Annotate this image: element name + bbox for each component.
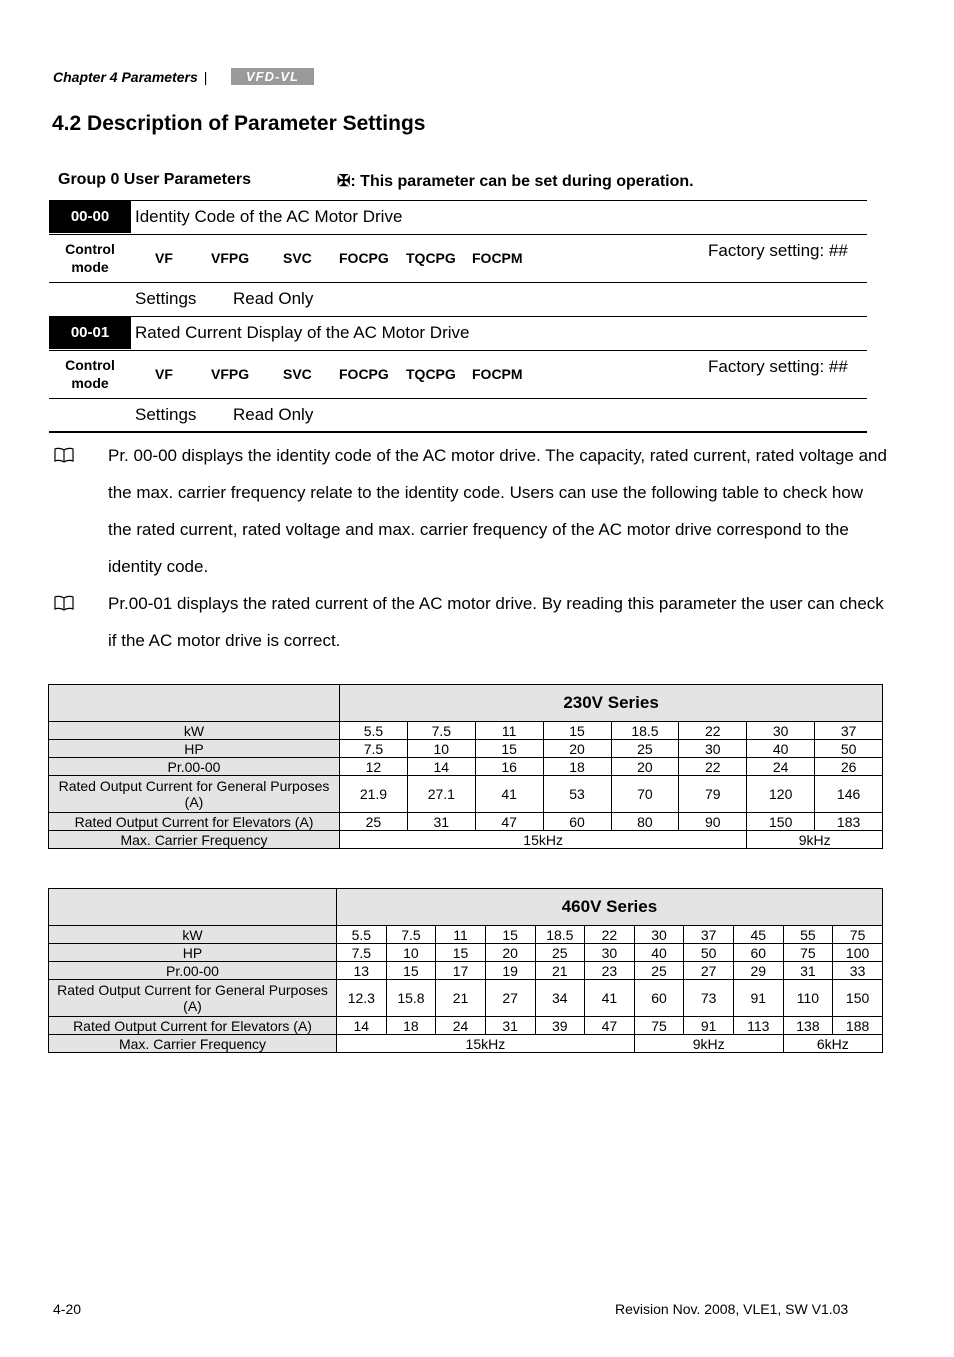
table-cell: 33 — [833, 962, 883, 980]
table-cell: 18 — [386, 1017, 436, 1035]
table-cell: 18 — [543, 758, 611, 776]
table-cell: 18.5 — [535, 926, 585, 944]
table-cell: 91 — [734, 980, 784, 1017]
table-cell: 90 — [679, 813, 747, 831]
table-cell: 47 — [475, 813, 543, 831]
table-cell: 22 — [585, 926, 635, 944]
table-cell: 50 — [684, 944, 734, 962]
section-title: 4.2 Description of Parameter Settings — [52, 112, 426, 135]
table-cell: 11 — [475, 722, 543, 740]
table-cell: 70 — [611, 776, 679, 813]
table-cell: 25 — [340, 813, 408, 831]
row-label: Rated Output Current for General Purposes (A) — [49, 776, 340, 813]
row-label: Pr.00-00 — [49, 962, 337, 980]
table-cell: 31 — [783, 962, 833, 980]
table-row — [49, 758, 883, 776]
row-label: HP — [49, 740, 340, 758]
factory-setting: Factory setting: ## — [708, 357, 848, 376]
table-cell: 80 — [611, 813, 679, 831]
table-row — [49, 722, 883, 740]
param-title: Rated Current Display of the AC Motor Drive — [135, 323, 470, 342]
row-label: HP — [49, 944, 337, 962]
carrier-row — [49, 831, 883, 849]
table-cell: 39 — [535, 1017, 585, 1035]
table-row — [49, 980, 883, 1017]
table-cell: 75 — [634, 1017, 684, 1035]
table-cell: 10 — [407, 740, 475, 758]
table-cell: 188 — [833, 1017, 883, 1035]
table-cell: 34 — [535, 980, 585, 1017]
carrier-frequency-cell: 6kHz — [783, 1035, 882, 1053]
settings-label: Settings — [135, 405, 197, 424]
divider — [49, 200, 867, 201]
carrier-row — [49, 1035, 883, 1053]
table-cell: 14 — [337, 1017, 387, 1035]
table-cell: 21 — [535, 962, 585, 980]
mode-vfpg: VFPG — [211, 366, 250, 382]
divider — [49, 234, 867, 235]
table-cell: 5.5 — [337, 926, 387, 944]
table-cell: 15.8 — [386, 980, 436, 1017]
table-cell: 60 — [734, 944, 784, 962]
table-cell: 25 — [634, 962, 684, 980]
mode-svc: SVC — [283, 250, 312, 266]
table-cell: 40 — [747, 740, 815, 758]
param-title: Identity Code of the AC Motor Drive — [135, 207, 403, 226]
table-cell: 120 — [747, 776, 815, 813]
runtime-note — [337, 171, 694, 191]
table-cell: 100 — [833, 944, 883, 962]
table-cell: 138 — [783, 1017, 833, 1035]
mode-focpg: FOCPG — [339, 366, 389, 382]
table-cell: 14 — [407, 758, 475, 776]
table-cell: 30 — [634, 926, 684, 944]
table-cell: 20 — [611, 758, 679, 776]
row-label: Rated Output Current for General Purposes (A) — [49, 980, 337, 1017]
control-mode-label: Control mode — [65, 357, 115, 391]
table-cell: 75 — [783, 944, 833, 962]
table-cell: 21.9 — [340, 776, 408, 813]
spec-table-460v — [48, 888, 883, 1053]
mode-focpm: FOCPM — [472, 366, 523, 382]
table-cell: 25 — [535, 944, 585, 962]
table-cell: 24 — [747, 758, 815, 776]
table-cell: 30 — [585, 944, 635, 962]
table-cell: 31 — [485, 1017, 535, 1035]
divider — [49, 431, 867, 433]
table-cell: 55 — [783, 926, 833, 944]
header-empty-cell — [49, 685, 340, 722]
table-cell: 53 — [543, 776, 611, 813]
table-cell: 18.5 — [611, 722, 679, 740]
table-cell: 41 — [585, 980, 635, 1017]
settings-value: Read Only — [233, 289, 314, 308]
table-cell: 21 — [436, 980, 486, 1017]
table-cell: 15 — [436, 944, 486, 962]
row-label: Rated Output Current for Elevators (A) — [49, 813, 340, 831]
series-title: 230V Series — [340, 685, 883, 722]
table-cell: 12.3 — [337, 980, 387, 1017]
page-number: 4-20 — [53, 1301, 82, 1317]
table-cell: 31 — [407, 813, 475, 831]
product-logo: VFD-VL — [231, 68, 314, 85]
table-cell: 22 — [679, 722, 747, 740]
divider — [49, 282, 867, 283]
table-cell: 37 — [684, 926, 734, 944]
mode-tqcpg: TQCPG — [406, 250, 456, 266]
chapter-header — [53, 69, 213, 85]
param-code: 00-00 — [49, 200, 131, 233]
row-label: Pr.00-00 — [49, 758, 340, 776]
table-cell: 60 — [543, 813, 611, 831]
factory-setting: Factory setting: ## — [708, 241, 848, 260]
table-cell: 15 — [386, 962, 436, 980]
table-cell: 11 — [436, 926, 486, 944]
table-cell: 7.5 — [386, 926, 436, 944]
table-cell: 22 — [679, 758, 747, 776]
mode-tqcpg: TQCPG — [406, 366, 456, 382]
table-row — [49, 813, 883, 831]
chapter-title: Chapter 4 Parameters — [53, 69, 198, 85]
settings-label: Settings — [135, 289, 197, 308]
table-cell: 150 — [747, 813, 815, 831]
table-cell: 27 — [485, 980, 535, 1017]
mode-svc: SVC — [283, 366, 312, 382]
book-icon — [54, 447, 74, 463]
control-mode-label: Control mode — [65, 241, 115, 275]
table-row — [49, 1017, 883, 1035]
table-cell: 10 — [386, 944, 436, 962]
row-label: Max. Carrier Frequency — [49, 831, 340, 849]
param-code: 00-01 — [49, 316, 131, 349]
table-cell: 30 — [747, 722, 815, 740]
table-cell: 15 — [543, 722, 611, 740]
row-label: kW — [49, 926, 337, 944]
note-text: Pr. 00-00 displays the identity code of the AC motor drive. The capacity, rated current, rated voltage and the max. carrier frequency relate to the identity code. Users can use the following table to check how the rated current, rated voltage and max. carrier frequency of the AC motor drive correspond to the identity code. — [108, 446, 887, 576]
table-row — [49, 926, 883, 944]
table-cell: 150 — [833, 980, 883, 1017]
mode-vf: VF — [155, 250, 173, 266]
table-cell: 73 — [684, 980, 734, 1017]
mode-focpg: FOCPG — [339, 250, 389, 266]
divider — [49, 350, 867, 351]
table-cell: 146 — [815, 776, 883, 813]
mode-vfpg: VFPG — [211, 250, 250, 266]
table-header-row — [49, 889, 883, 926]
table-cell: 5.5 — [340, 722, 408, 740]
table-cell: 20 — [543, 740, 611, 758]
row-label: Max. Carrier Frequency — [49, 1035, 337, 1053]
table-cell: 183 — [815, 813, 883, 831]
table-cell: 47 — [585, 1017, 635, 1035]
group-title: Group 0 User Parameters — [58, 171, 251, 188]
table-row — [49, 944, 883, 962]
table-cell: 15 — [485, 926, 535, 944]
divider — [49, 316, 867, 317]
table-cell: 7.5 — [407, 722, 475, 740]
note-text: Pr.00-01 displays the rated current of the AC motor drive. By reading this parameter the user can check if the AC motor drive is correct. — [108, 594, 884, 650]
table-cell: 113 — [734, 1017, 784, 1035]
table-cell: 16 — [475, 758, 543, 776]
table-cell: 79 — [679, 776, 747, 813]
mode-vf: VF — [155, 366, 173, 382]
table-cell: 75 — [833, 926, 883, 944]
book-icon — [54, 595, 74, 611]
carrier-frequency-cell: 15kHz — [337, 1035, 635, 1053]
header-empty-cell — [49, 889, 337, 926]
table-cell: 13 — [337, 962, 387, 980]
table-cell: 27.1 — [407, 776, 475, 813]
pencil-icon: ✠ — [337, 173, 351, 190]
carrier-frequency-cell: 9kHz — [747, 831, 883, 849]
table-cell: 30 — [679, 740, 747, 758]
table-cell: 7.5 — [337, 944, 387, 962]
table-cell: 15 — [475, 740, 543, 758]
runtime-note-text: : This parameter can be set during operation. — [350, 173, 694, 190]
table-cell: 7.5 — [340, 740, 408, 758]
table-row — [49, 962, 883, 980]
table-cell: 50 — [815, 740, 883, 758]
table-cell: 91 — [684, 1017, 734, 1035]
mode-focpm: FOCPM — [472, 250, 523, 266]
series-title: 460V Series — [337, 889, 883, 926]
table-cell: 25 — [611, 740, 679, 758]
table-header-row — [49, 685, 883, 722]
revision-info: Revision Nov. 2008, VLE1, SW V1.03 — [615, 1301, 849, 1317]
table-row — [49, 776, 883, 813]
table-cell: 27 — [684, 962, 734, 980]
table-cell: 20 — [485, 944, 535, 962]
carrier-frequency-cell: 15kHz — [340, 831, 747, 849]
table-cell: 40 — [634, 944, 684, 962]
settings-value: Read Only — [233, 405, 314, 424]
table-cell: 60 — [634, 980, 684, 1017]
table-cell: 23 — [585, 962, 635, 980]
row-label: kW — [49, 722, 340, 740]
table-cell: 12 — [340, 758, 408, 776]
table-cell: 19 — [485, 962, 535, 980]
table-cell: 45 — [734, 926, 784, 944]
table-cell: 41 — [475, 776, 543, 813]
carrier-frequency-cell: 9kHz — [634, 1035, 783, 1053]
table-cell: 17 — [436, 962, 486, 980]
table-cell: 37 — [815, 722, 883, 740]
header-separator: | — [203, 69, 208, 85]
divider — [49, 398, 867, 399]
table-cell: 24 — [436, 1017, 486, 1035]
table-cell: 110 — [783, 980, 833, 1017]
spec-table-230v — [48, 684, 883, 849]
table-cell: 26 — [815, 758, 883, 776]
table-cell: 29 — [734, 962, 784, 980]
row-label: Rated Output Current for Elevators (A) — [49, 1017, 337, 1035]
table-row — [49, 740, 883, 758]
